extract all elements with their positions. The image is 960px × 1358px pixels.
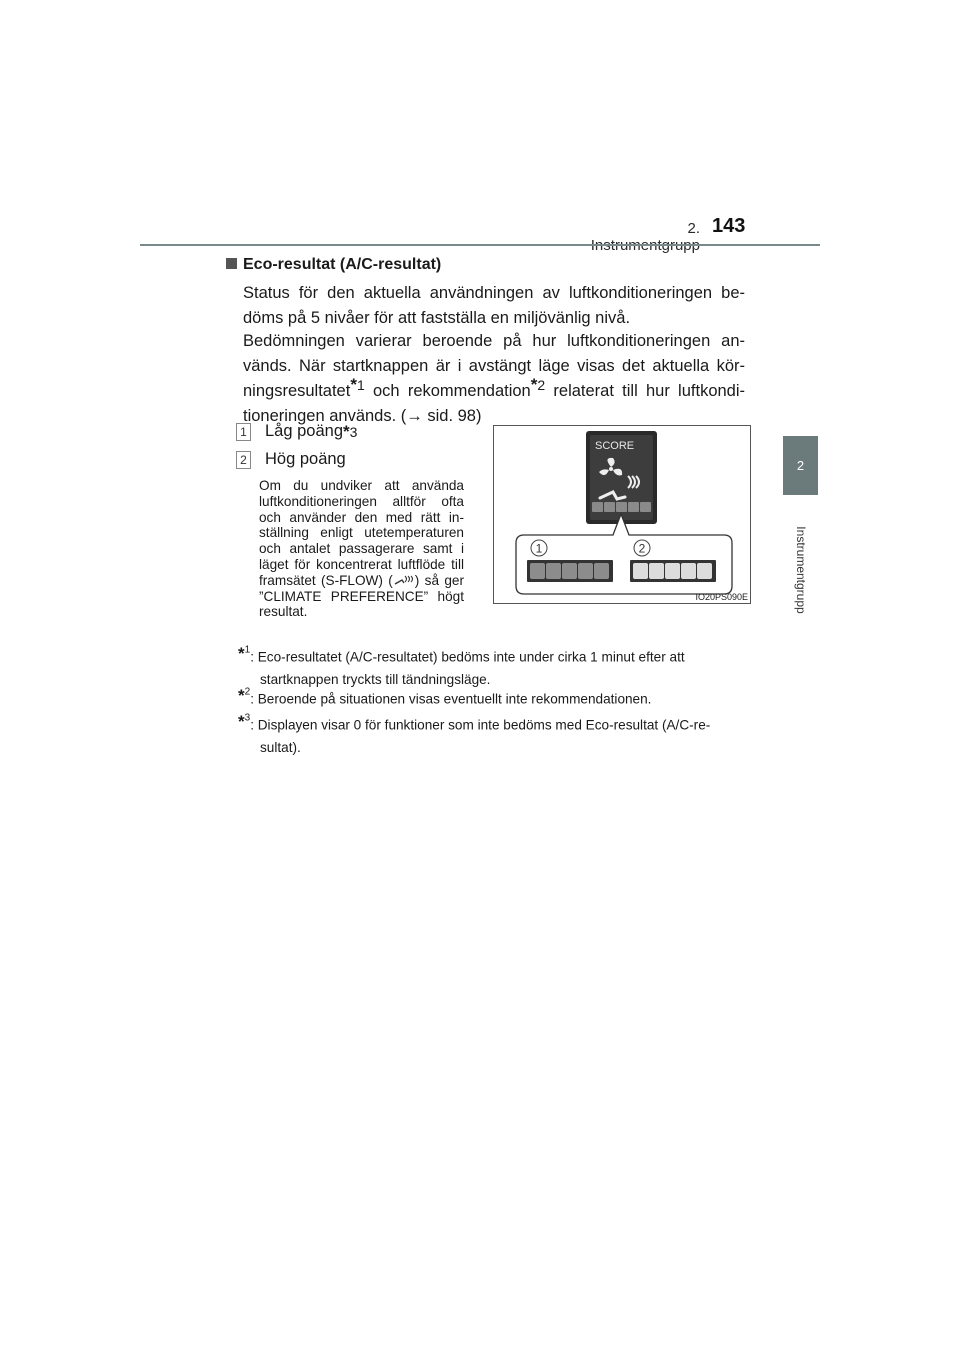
- item-label: Hög poäng: [265, 450, 346, 468]
- number-box: 2: [236, 451, 251, 469]
- footnote-3: *$^3$: Displayen visar 0 för funktioner som inte bedöms med Eco-resultat (A/C-re- sultat).: [238, 711, 711, 755]
- item-label: Låg poäng: [265, 422, 343, 440]
- low-score-bar: [527, 560, 613, 582]
- s-flow-icon: [393, 574, 415, 586]
- display-score-bar: [592, 502, 651, 512]
- list-item-high-score: [236, 450, 346, 469]
- footnote-ref-1[interactable]: *1: [350, 375, 365, 394]
- display-title: SCORE: [595, 440, 635, 452]
- high-score-description: Om du undviker att använda luftkonditioneringen alltför ofta och använder den med rätt in-ställning enligt utetemperaturen och antalet passagerare samt i läget för koncentrerat luftflöde till framsätet (S-FLOW) ( ) så ger ”CLIMATE PREFERENCE” högt resultat.: [259, 478, 464, 620]
- chapter-title: Instrumentgrupp: [793, 526, 808, 614]
- svg-text:2: 2: [638, 541, 646, 556]
- footnote-mark: *$^3$: [238, 711, 251, 731]
- number-box: 1: [236, 423, 251, 441]
- score-display-figure: [493, 425, 751, 604]
- high-score-bar: [630, 560, 716, 582]
- footnote-mark: *$^1$: [238, 643, 251, 663]
- list-item-low-score: 1 Låg poäng *3: [236, 422, 357, 441]
- header-divider: [140, 244, 820, 246]
- svg-text:1: 1: [535, 541, 543, 556]
- chapter-tab[interactable]: [783, 436, 818, 495]
- footnote-ref-2[interactable]: *2: [530, 375, 546, 394]
- chapter-label: [783, 505, 818, 635]
- footnote-1: *$^1$: Eco-resultatet (A/C-resultatet) bedöms inte under cirka 1 minut efter att startknappen tryckts till tändningsläge.: [238, 643, 685, 687]
- figure-code: IO20PS090E: [695, 592, 748, 602]
- heading-text: Eco-resultat (A/C-resultat): [243, 256, 442, 273]
- footnote-mark: *$^2$: [238, 685, 251, 705]
- paragraph-details: Bedömningen varierar beroende på hur luftkonditioneringen an-vänds. När startknappen är i avstängt läge visas det aktuella kör-ningsresultatet$^{*1}$ och rekommendation$^{*2}$ relaterat till hur luftkondi-tioneringen används. (→ sid. 98): [243, 332, 746, 425]
- page-link[interactable]: sid. 98): [422, 407, 482, 425]
- paragraph-intro: Status för den aktuella användningen av luftkonditioneringen be-döms på 5 nivåer för att fastställa en miljövänlig nivå.: [243, 284, 745, 327]
- header-section-title: 2.: [687, 220, 700, 237]
- page-number: 143: [712, 215, 746, 237]
- chapter-number: 2: [796, 458, 805, 473]
- section-heading: [226, 256, 441, 274]
- arrow-icon: →: [406, 407, 423, 425]
- square-bullet-icon: [226, 258, 237, 269]
- score-display-illustration: [494, 426, 750, 603]
- footnote-2: *$^2$: Beroende på situationen visas eventuellt inte rekommendationen.: [238, 685, 652, 707]
